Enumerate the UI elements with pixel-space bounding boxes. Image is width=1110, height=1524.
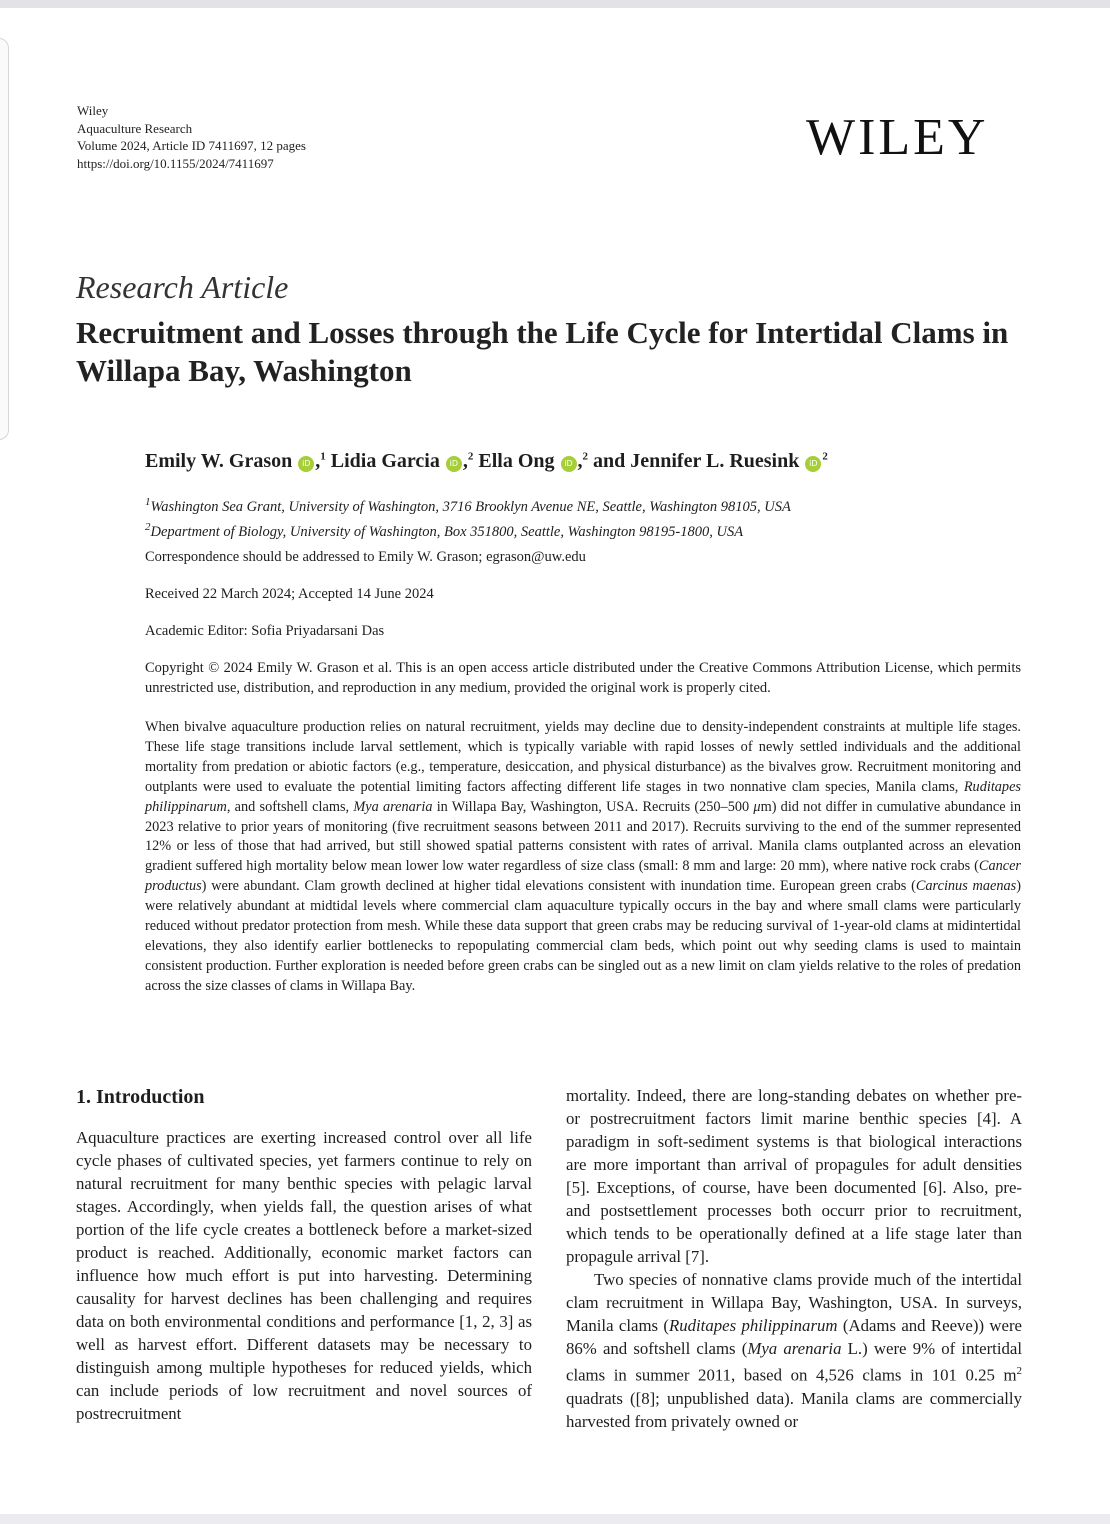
doi-link[interactable]: https://doi.org/10.1155/2024/7411697 xyxy=(77,155,274,171)
author-affil-sup: 1 xyxy=(320,450,326,463)
journal-meta xyxy=(77,102,306,172)
wiley-logo: WILEY xyxy=(806,109,989,166)
copyright-notice: Copyright © 2024 Emily W. Grason et al. This is an open access article distributed under the Creative Commons Attribution License, which permits unrestricted use, distribution, and reproduction in any medium, provided the original work is properly cited. xyxy=(145,660,1021,696)
orcid-icon[interactable]: iD xyxy=(561,456,577,472)
abstract-run: in Willapa Bay, Washington, USA. Recruits (250–500 xyxy=(432,798,754,815)
intro-p2-run: Ruditapes philippinarum xyxy=(668,1316,838,1335)
abstract-run: μ xyxy=(753,798,761,815)
intro-paragraph-2 xyxy=(566,1268,1022,1433)
intro-p2-run: L.) were 9% of intertidal clams in summer 2011, based on 4,526 clams in 101 0.25 m xyxy=(566,1339,1023,1385)
abstract-run: Mya arenaria xyxy=(353,798,433,815)
orcid-icon[interactable]: iD xyxy=(446,456,462,472)
viewer-bottom-bar xyxy=(0,1514,1110,1524)
author-name: Emily W. Grason xyxy=(145,450,298,472)
abstract-run: Carcinus maenas xyxy=(915,878,1017,895)
viewer-top-bar xyxy=(0,0,1110,8)
paper-title: Recruitment and Losses through the Life Cycle for Intertidal Clams in Willapa Bay, Washington xyxy=(76,315,1009,388)
abstract-run: When bivalve aquaculture production relies on natural recruitment, yields may decline due to density-independent constraints at multiple life stages. These life stage transitions include larval settlement, which is typically variable with rapid losses of newly settled individuals and the additional mortality from predation or abiotic factors (e.g., temperature, desiccation, and physical disturbance) as the bivalves grow. Recruitment monitoring and outplants were used to evaluate the potential limiting factors affecting different life stages in two nonnative clam species, Manila clams, xyxy=(145,719,1021,795)
abstract-run: ) were abundant. Clam growth declined at higher tidal elevations consistent with inundation time. European green crabs ( xyxy=(201,878,916,895)
orcid-icon[interactable]: iD xyxy=(805,456,821,472)
author-separator: , xyxy=(462,450,468,472)
affiliation-1: $^1$Washington Sea Grant, University of Washington, 3716 Brooklyn Avenue NE, Seattle, Washington 98105, USA xyxy=(145,496,791,515)
received-dates: Received 22 March 2024; Accepted 14 June 2024 xyxy=(145,586,434,602)
affiliations xyxy=(145,492,791,542)
author-name: Lidia Garcia xyxy=(330,450,445,472)
author-list xyxy=(145,450,828,473)
intro-paragraph-1-cont: mortality. Indeed, there are long-standing debates on whether pre- or postrecruitment factors limit marine benthic species [4]. A paradigm in soft-sediment systems is that biological interactions are more important than arrival of propagules for adult densities [5]. Exceptions, of course, have been documented [6]. Also, pre-and postsettlement processes both occurr prior to recruitment, which tends to be operationally defined at a life stage later than propagule arrival [7]. xyxy=(566,1086,1022,1266)
publisher-name: Wiley xyxy=(77,103,109,118)
author-name: Ella Ong xyxy=(478,450,560,472)
correspondence: Correspondence should be addressed to Emily W. Grason; egrason@uw.edu xyxy=(145,549,586,565)
right-column xyxy=(566,1084,1022,1433)
intro-p2-run: Two species of nonnative clams provide much of the intertidal clam recruitment in Willapa Bay, Washington, USA. In surveys, Manila clams ( xyxy=(566,1270,1022,1335)
abstract-run: m) did not differ in cumulative abundance in 2023 relative to prior years of monitoring (five recruitment seasons between 2011 and 2017). Recruits surviving to the end of the summer represented 12% or less of those that had arrived, but still showed spatial patterns consistent with rates of arrival. Manila clams outplanted across an elevation gradient suffered high mortality below mean lower low water regardless of size class (small: 8 mm and large: 20 mm), where native rock crabs ( xyxy=(145,798,1021,875)
author-separator: , xyxy=(577,450,583,472)
left-column xyxy=(76,1084,532,1425)
intro-p2-run: Mya arenaria xyxy=(747,1339,842,1358)
affiliation-2: $^2$Department of Biology, University of Washington, Box 351800, Seattle, Washington 98195-1800, USA xyxy=(145,520,744,540)
abstract xyxy=(145,718,1021,997)
abstract-run: ) were relatively abundant at midtidal levels where commercial clam aquaculture typically occurs in the bay and where small clams were particularly reduced without predator protection from mesh. While these data support that green crabs may be reducing survival of 1-year-old clams at midintertidal elevations, they also identify earlier bottlenecks to repopulating commercial clam beds, which point out why seeding clams is used to maintain consistent production. Further exploration is needed before green crabs can be singled out as a new limit on clam yields relative to the roles of predation across the size classes of clams in Willapa Bay. xyxy=(145,878,1022,994)
article-type: Research Article xyxy=(76,269,289,305)
intro-p2-run: quadrats ([8]; unpublished data). Manila clams are commercially harvested from privately owned or xyxy=(566,1388,1022,1431)
orcid-icon[interactable]: iD xyxy=(298,456,314,472)
academic-editor: Academic Editor: Sofia Priyadarsani Das xyxy=(145,623,385,639)
side-panel-tab[interactable] xyxy=(0,38,9,440)
author-affil-sup: 2 xyxy=(582,450,588,463)
paper-page xyxy=(0,8,1110,1514)
intro-paragraph-1: Aquaculture practices are exerting increased control over all life cycle phases of cultivated species, yet farmers continue to rely on natural recruitment for many benthic species with pelagic larval stages. Accordingly, when yields fall, the question arises of what portion of the life cycle creates a bottleneck before a market-sized product is reached. Additionally, economic market factors can influence how much effort is put into harvesting. Determining causality for harvest declines has been challenging and requires data on both environmental conditions and performance [1, 2, 3] as well as harvest effort. Different datasets may be necessary to distinguish among multiple hypotheses for reduced yields, which can include periods of low recruitment and novel sources of postrecruitment xyxy=(76,1128,532,1423)
author-affil-sup: 2 xyxy=(822,450,828,463)
abstract-run: Ruditapes philippinarum xyxy=(145,778,1021,815)
abstract-run: Cancer productus xyxy=(145,858,1021,895)
journal-name: Aquaculture Research xyxy=(77,120,193,136)
volume-info: Volume 2024, Article ID 7411697, 12 pages xyxy=(77,138,306,153)
author-conjunction: and xyxy=(588,450,631,472)
section-heading-introduction: 1. Introduction xyxy=(76,1086,205,1108)
author-separator: , xyxy=(315,450,321,472)
intro-p2-run: (Adams and Reeve)) were 86% and softshell clams ( xyxy=(566,1316,1022,1358)
author-name: Jennifer L. Ruesink xyxy=(630,450,805,472)
abstract-run: , and softshell clams, xyxy=(226,798,354,815)
intro-p2-run: 2 xyxy=(1016,1365,1022,1377)
author-affil-sup: 2 xyxy=(467,450,474,463)
